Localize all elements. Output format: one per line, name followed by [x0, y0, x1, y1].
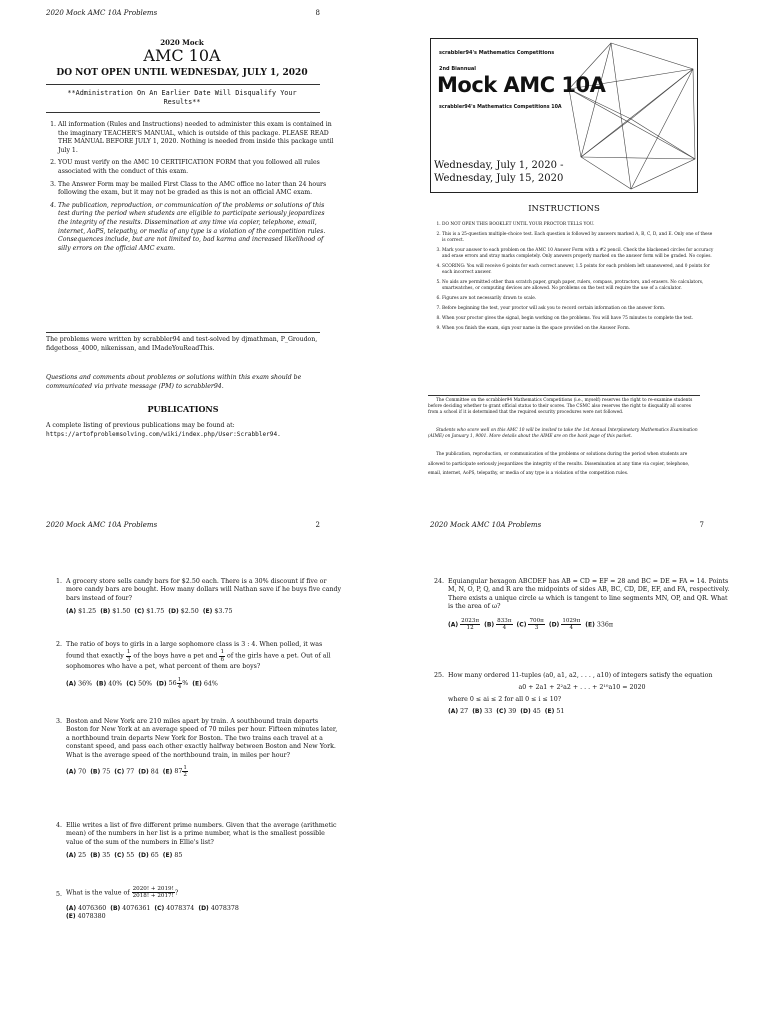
problem-text	[66, 641, 342, 672]
rule-item: 2. YOU must verify on the AMC 10 CERTIFICATION FORM that you followed all rules associated with the conduct of this exam.	[58, 159, 334, 176]
cover-date-start: Wednesday, July 1, 2020 -	[434, 160, 564, 171]
choice-b[interactable]: 40%	[108, 680, 123, 688]
exam-title: AMC 10A	[143, 46, 221, 65]
problem-number: 25.	[433, 672, 444, 679]
page-header	[46, 521, 320, 529]
header-page-number: 8	[315, 9, 320, 17]
problem-number: 24.	[433, 578, 444, 585]
choice-letter: (E)	[162, 768, 173, 776]
fraction-numerator: 700π	[529, 617, 544, 624]
choice-a[interactable]: 27	[460, 708, 469, 716]
choice-e[interactable]: 64%	[203, 680, 218, 688]
cover-box	[430, 38, 698, 193]
choice-d[interactable]: 45	[532, 708, 541, 716]
choice-e[interactable]: 85	[174, 852, 183, 860]
problem-number: 5.	[55, 891, 62, 898]
fraction-numerator: 1	[183, 765, 187, 772]
answer-choices	[448, 618, 732, 632]
choice-letter: (A)	[66, 680, 77, 688]
fraction-denominator: 2	[183, 772, 187, 779]
choice-b[interactable]: 35	[102, 852, 111, 860]
divider	[46, 112, 320, 113]
fraction	[219, 649, 225, 663]
choice-d[interactable]	[168, 676, 189, 691]
choice-c[interactable]: 50%	[138, 680, 153, 688]
instruction-item: 8. When your proctor gives the signal, begin working on the problems. You will have 75 minutes to complete the test.	[442, 316, 714, 322]
problem-equation: a0 + 2a1 + 2²a2 + . . . + 2¹⁰a10 = 2020	[518, 684, 646, 692]
fraction-denominator: 3	[534, 625, 539, 632]
fraction-numerator: 1029π	[562, 617, 581, 624]
admin-warning-line1: **Administration On An Earlier Date Will Disqualify Your	[67, 89, 297, 97]
cover-date-end: Wednesday, July 15, 2020	[434, 173, 564, 184]
answer-choices	[448, 708, 732, 716]
problem-condition: where 0 ≤ ai ≤ 2 for all 0 ≤ i ≤ 10?	[448, 695, 562, 703]
choice-a[interactable]: 25	[78, 852, 87, 860]
choice-e[interactable]: 4078380	[77, 913, 106, 921]
fraction-numerator: 1	[220, 649, 225, 656]
fraction-numerator: 1	[177, 676, 182, 683]
fraction-numerator: 2023π	[461, 617, 480, 624]
choice-letter: (C)	[516, 621, 527, 629]
instruction-item: 6. Figures are not necessarily drawn to scale.	[442, 296, 714, 302]
divider	[46, 84, 320, 85]
choice-letter: (E)	[66, 913, 76, 921]
instruction-item: 4. SCORING: You will receive 6 points for each correct answer, 1.5 points for each problem left unanswered, and 0 points for each incorrect answer.	[442, 264, 714, 276]
header-title: 2020 Mock AMC 10A Problems	[46, 521, 158, 529]
choice-d[interactable]: 84	[150, 768, 159, 776]
choice-letter: (B)	[100, 608, 111, 616]
problem-text-part: of the girls have a pet. Out of all sophomores who have a pet, what percent of them are boys?	[66, 652, 331, 671]
problem-1	[52, 578, 342, 617]
choice-b[interactable]: 4076361	[122, 904, 151, 912]
problem-number: 4.	[55, 822, 62, 829]
rules-list	[44, 121, 334, 257]
contact-note: Questions and comments about problems or solutions within this exam should be communicated via private message (PM) to scrabbler94.	[46, 374, 302, 390]
choice-letter: (D)	[156, 680, 167, 688]
cover-title: Mock AMC 10A	[437, 73, 606, 97]
choice-e[interactable]: $3.75	[214, 608, 233, 616]
choice-letter: (A)	[448, 621, 459, 629]
problem-text-part: The ratio of boys to girls in a large sophomore class is 3 : 4. When polled, it was found that exactly	[66, 641, 323, 660]
choice-letter: (D)	[138, 852, 149, 860]
fraction-denominator: 2018! + 2017!	[132, 893, 174, 900]
answer-choices	[66, 852, 342, 860]
choice-b[interactable]: 75	[102, 768, 111, 776]
problem-text: Ellie writes a list of five different prime numbers. Given that the average (arithmetic mean) of the numbers in her list is a prime number, what is the smallest possible value of the sum of the numbers in Ellie's list?	[66, 822, 337, 846]
choice-letter: (C)	[126, 680, 137, 688]
problem-text-part: What is the value of	[66, 889, 130, 897]
problem-text: A grocery store sells candy bars for $2.50 each. There is a 30% discount if five or more candy bars are bought. How many dollars will Nathan save if he buys five candy bars instead of four?	[66, 578, 342, 602]
problem-text-part: of the boys have a pet and	[133, 652, 218, 660]
admin-warning-line2: Results**	[163, 98, 201, 106]
choice-c[interactable]: 77	[126, 768, 135, 776]
choice-letter: (A)	[448, 708, 459, 716]
problem-text-part: ?	[174, 889, 179, 897]
fraction-denominator: 4	[569, 625, 574, 632]
choice-letter: (B)	[484, 621, 495, 629]
instruction-item: 7. Before beginning the test, your proctor will ask you to record certain information on the answer form.	[442, 306, 714, 312]
choice-d[interactable]: $2.50	[180, 608, 199, 616]
answer-choices	[66, 608, 342, 616]
committee-note: The Committee on the scrabbler94 Mathematics Competitions (i.e., myself) reserves the right to re-examine students before deciding whether to grant official status to their scores. The CSMC also reserves the right to disqualify all scores from a school if it is determined that the required security procedures were not followed.	[428, 398, 693, 415]
cover-subline: scrabbler94's Mathematics Competitions 10A	[439, 105, 562, 110]
problem-text: How many ordered 11-tuples (a0, a1, a2, . . . , a10) of integers satisfy the equation	[448, 672, 713, 679]
problem-number: 2.	[55, 641, 62, 648]
authors-note: The problems were written by scrabbler94 and test-solved by djmathman, P_Groudon, fidgetboss_4000, nikenissan, and IMadeYouReadThis.	[46, 336, 318, 352]
choice-c[interactable]: 39	[508, 708, 517, 716]
choice-letter: (D)	[520, 708, 531, 716]
choice-a[interactable]: 4076360	[78, 904, 107, 912]
choice-letter: (B)	[90, 852, 101, 860]
rule-item: 4. The publication, reproduction, or communication of the problems or solutions of this test during the period when students are eligible to participate seriously jeopardizes the integrity of the results. Dissemination at any time via copier, telephone, email, internet, AoPS, telepathy, or media of any type is a violation of the competition rules. Consequences include, but are not limited to, bad karma and increased likelihood of silly errors on the official AMC exam.	[58, 202, 334, 254]
problem-2	[52, 641, 342, 690]
header-title: 2020 Mock AMC 10A Problems	[46, 9, 158, 17]
choice-b[interactable]	[496, 618, 512, 632]
answer-choices	[66, 677, 342, 691]
fraction-denominator: 4	[177, 684, 182, 691]
instruction-item: 3. Mark your answer to each problem on the AMC 10 Answer Form with a #2 pencil. Check the blackened circles for accuracy and erase errors and stray marks completely. Only answers properly marked on the answer form will be graded. No copies.	[442, 248, 714, 260]
fraction-denominator: 4	[502, 625, 507, 632]
choice-a[interactable]: $1.25	[78, 608, 97, 616]
choice-d-suffix: %	[182, 680, 189, 688]
publications-heading: PUBLICATIONS	[147, 404, 219, 414]
problem-24	[432, 578, 732, 631]
choice-letter: (C)	[154, 904, 165, 912]
instruction-item: 9. When you finish the exam, sign your name in the space provided on the Answer Form.	[442, 326, 714, 332]
choice-e[interactable]: 336π	[596, 621, 614, 629]
header-page-number: 2	[315, 521, 320, 529]
choice-letter: (A)	[66, 852, 77, 860]
choice-letter: (C)	[114, 768, 125, 776]
choice-letter: (C)	[114, 852, 125, 860]
choice-letter: (B)	[96, 680, 107, 688]
choice-letter: (B)	[472, 708, 483, 716]
answer-choices	[66, 765, 342, 779]
choice-a[interactable]: 70	[78, 768, 87, 776]
publication-note: The publication, reproduction, or communication of the problems or solutions during the period when students are allowed to participate seriously jeopardizes the integrity of the results. Dissemination at any time via copier, telephone, email, internet, AoPS, telepathy, or media of any type is a violation of the competition rules.	[428, 452, 690, 477]
problem-4	[52, 822, 342, 861]
year-line: 2020 Mock	[160, 38, 204, 47]
fraction-denominator: 12	[466, 625, 474, 632]
page-header	[46, 9, 320, 17]
divider	[46, 332, 320, 333]
rule-item: 3. The Answer Form may be mailed First Class to the AMC office no later than 24 hours following the exam, but it may not be graded as this is not an official AMC exam.	[58, 181, 334, 198]
instructions-list	[428, 222, 714, 336]
choice-letter: (C)	[496, 708, 507, 716]
exam-subtitle: DO NOT OPEN UNTIL WEDNESDAY, JULY 1, 2020	[56, 68, 308, 78]
page-problems-1-5	[0, 512, 384, 1024]
cover-organization: scrabbler94's Mathematics Competitions	[439, 50, 555, 56]
page-header	[430, 521, 704, 529]
choice-a[interactable]	[460, 618, 480, 632]
page-problems-24-25	[384, 512, 768, 1024]
choice-b[interactable]: 33	[484, 708, 493, 716]
choice-letter: (E)	[162, 852, 173, 860]
problem-text	[66, 886, 342, 900]
page-cover-rules	[0, 0, 384, 512]
problem-number: 3.	[55, 718, 62, 725]
choice-d-whole: 56	[168, 680, 177, 688]
fraction	[126, 649, 132, 663]
choice-c[interactable]: $1.75	[146, 608, 165, 616]
divider	[428, 395, 700, 396]
choice-letter: (B)	[90, 768, 101, 776]
publications-text: A complete listing of previous publications may be found at:	[46, 422, 235, 429]
choice-letter: (A)	[66, 904, 77, 912]
header-title: 2020 Mock AMC 10A Problems	[430, 521, 542, 529]
choice-e-whole: 87	[174, 768, 183, 776]
problem-3	[52, 718, 342, 779]
choice-letter: (A)	[66, 608, 77, 616]
choice-letter: (E)	[544, 708, 555, 716]
aime-note: Students who score well on this AMC 10 will be invited to take the 1st Annual Interplanetary Mathematics Examination (AIME) on January 1, 9001. More details about the AIME are on the back page of this packet.	[428, 428, 698, 439]
choice-e[interactable]: 51	[556, 708, 565, 716]
choice-letter: (E)	[202, 608, 213, 616]
choice-c[interactable]: 4078374	[166, 904, 195, 912]
choice-b[interactable]: $1.50	[112, 608, 131, 616]
choice-letter: (E)	[192, 680, 202, 688]
choice-letter: (D)	[548, 621, 560, 629]
problem-number: 1.	[55, 578, 62, 585]
choice-d[interactable]: 65	[150, 852, 159, 860]
fraction	[132, 886, 175, 900]
choice-letter: (D)	[168, 608, 179, 616]
rule-item: 1. All information (Rules and Instructions) needed to administer this exam is contained in the imaginary TEACHER'S MANUAL, which is outside of this package. PLEASE READ THE MANUAL BEFORE JULY 1, 2020. Nothing is needed from inside this package until July 1.	[58, 121, 334, 155]
fraction-denominator: 3	[126, 656, 131, 663]
cover-edition: 2nd Biannual	[439, 66, 477, 72]
choice-letter: (D)	[198, 904, 209, 912]
problem-text: Boston and New York are 210 miles apart by train. A southbound train departs Boston for New York at an average speed of 70 miles per hour. Fifteen minutes later, a northbound train departs New York for Boston. The two trains each travel at a constant speed, and pass each other exactly halfway between Boston and New York. What is the average speed of the northbound train, in miles per hour?	[66, 718, 338, 759]
choice-letter: (D)	[138, 768, 149, 776]
instruction-item: 1. DO NOT OPEN THIS BOOKLET UNTIL YOUR PROCTOR TELLS YOU.	[442, 222, 714, 228]
choice-letter: (C)	[134, 608, 145, 616]
fraction-numerator: 2020! + 2019!	[132, 886, 174, 892]
choice-a[interactable]: 36%	[78, 680, 93, 688]
problem-5	[52, 886, 342, 922]
cover-dates	[434, 159, 564, 185]
choice-letter: (B)	[110, 904, 121, 912]
fraction-numerator: 833π	[497, 617, 512, 624]
fraction-denominator: 6	[220, 656, 225, 663]
problem-25	[432, 672, 732, 717]
choice-letter: (E)	[585, 621, 595, 629]
choice-c[interactable]: 55	[126, 852, 135, 860]
choice-e[interactable]	[174, 765, 188, 779]
instructions-heading: INSTRUCTIONS	[528, 204, 600, 214]
fraction	[182, 765, 188, 779]
instruction-item: 2. This is a 25-question multiple-choice test. Each question is followed by answers marked A, B, C, D, and E. Only one of these is correct.	[442, 232, 714, 244]
choice-c[interactable]	[528, 618, 544, 632]
header-page-number: 7	[699, 521, 704, 529]
fraction-numerator: 1	[126, 649, 131, 656]
publications-link[interactable]: https://artofproblemsolving.com/wiki/index.php/User:Scrabbler94.	[46, 431, 281, 438]
problem-text: Equiangular hexagon ABCDEF has AB = CD = EF = 28 and BC = DE = FA = 14. Points M, N, O, P, Q, and R are the midpoints of sides AB, BC, CD, DE, EF, and FA, respectively. There exists a unique circle ω which is tangent to line segments MN, OP, and QR. What is the area of ω?	[448, 578, 730, 611]
choice-d[interactable]	[561, 618, 581, 632]
answer-choices	[66, 905, 342, 922]
choice-d[interactable]: 4078378	[210, 904, 239, 912]
admin-warning	[46, 89, 318, 107]
instruction-item: 5. No aids are permitted other than scratch paper, graph paper, rulers, compass, protractors, and erasers. No calculators, smartwatches, or computing devices are allowed. No problems on the test will require the use of a calculator.	[442, 280, 714, 292]
choice-letter: (A)	[66, 768, 77, 776]
